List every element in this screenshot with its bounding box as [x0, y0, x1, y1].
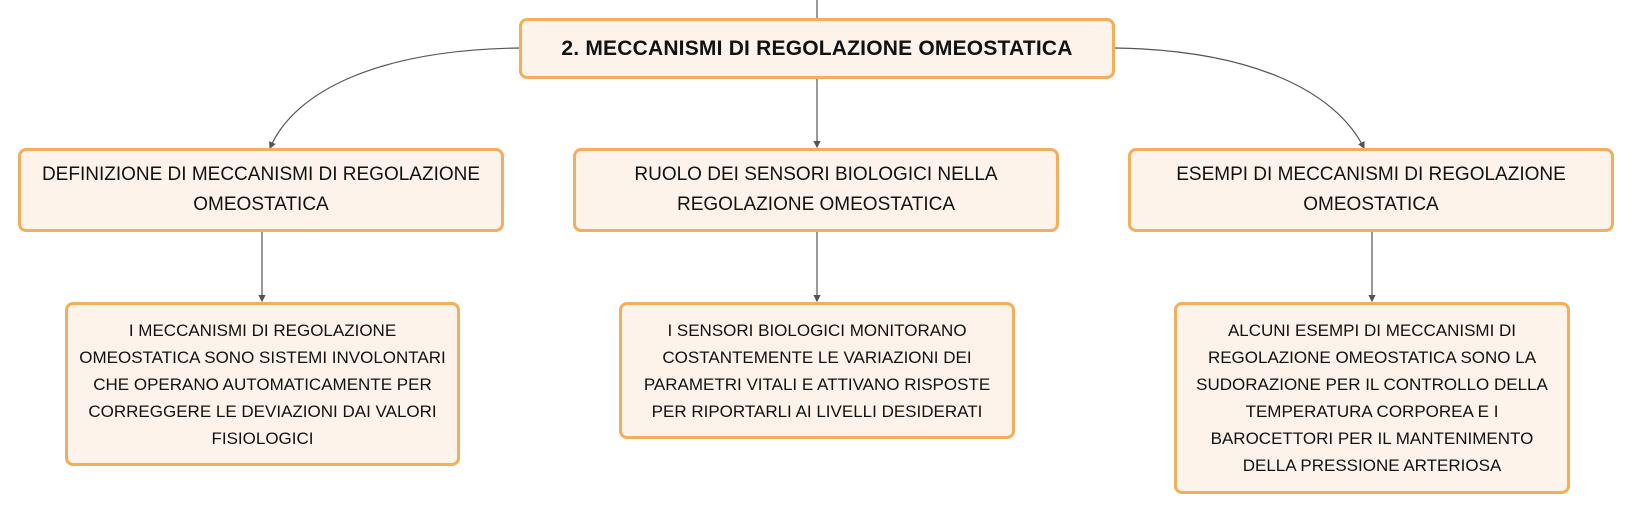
topic-esempi[interactable] [1128, 148, 1614, 232]
subtopic-definizione-detail-text: I MECCANISMI DI REGOLAZIONE OMEOSTATICA SONO SISTEMI INVOLONTARI CHE OPERANO AUTOMATICAMENTE PER CORREGGERE LE DEVIAZIONI DAI VALORI FISIOLOGICI [79, 320, 446, 448]
root-topic-label: 2. MECCANISMI DI REGOLAZIONE OMEOSTATICA [561, 36, 1073, 60]
subtopic-esempi-detail[interactable] [1174, 302, 1570, 494]
topic-ruolo-sensori[interactable] [573, 148, 1059, 232]
connector-root-to-definizione [270, 48, 519, 148]
topic-ruolo-sensori-label: RUOLO DEI SENSORI BIOLOGICI NELLA REGOLAZIONE OMEOSTATICA [634, 164, 998, 215]
topic-esempi-label: ESEMPI DI MECCANISMI DI REGOLAZIONE OMEOSTATICA [1176, 164, 1566, 215]
topic-definizione[interactable] [18, 148, 504, 232]
subtopic-ruolo-detail[interactable] [619, 302, 1015, 439]
subtopic-definizione-detail[interactable] [65, 302, 460, 466]
topic-definizione-label: DEFINIZIONE DI MECCANISMI DI REGOLAZIONE OMEOSTATICA [41, 164, 481, 215]
subtopic-ruolo-detail-text: I SENSORI BIOLOGICI MONITORANO COSTANTEMENTE LE VARIAZIONI DEI PARAMETRI VITALI E ATTIVANO RISPOSTE PER RIPORTARLI AI LIVELLI DESIDERATI [643, 320, 991, 421]
connector-root-to-esempi [1115, 48, 1364, 148]
root-topic[interactable] [519, 18, 1115, 79]
subtopic-esempi-detail-text: ALCUNI ESEMPI DI MECCANISMI DI REGOLAZIONE OMEOSTATICA SONO LA SUDORAZIONE PER IL CONTROLLO DELLA TEMPERATURA CORPOREA E I BAROCETTORI PER IL MANTENIMENTO DELLA PRESSIONE ARTERIOSA [1196, 321, 1548, 475]
